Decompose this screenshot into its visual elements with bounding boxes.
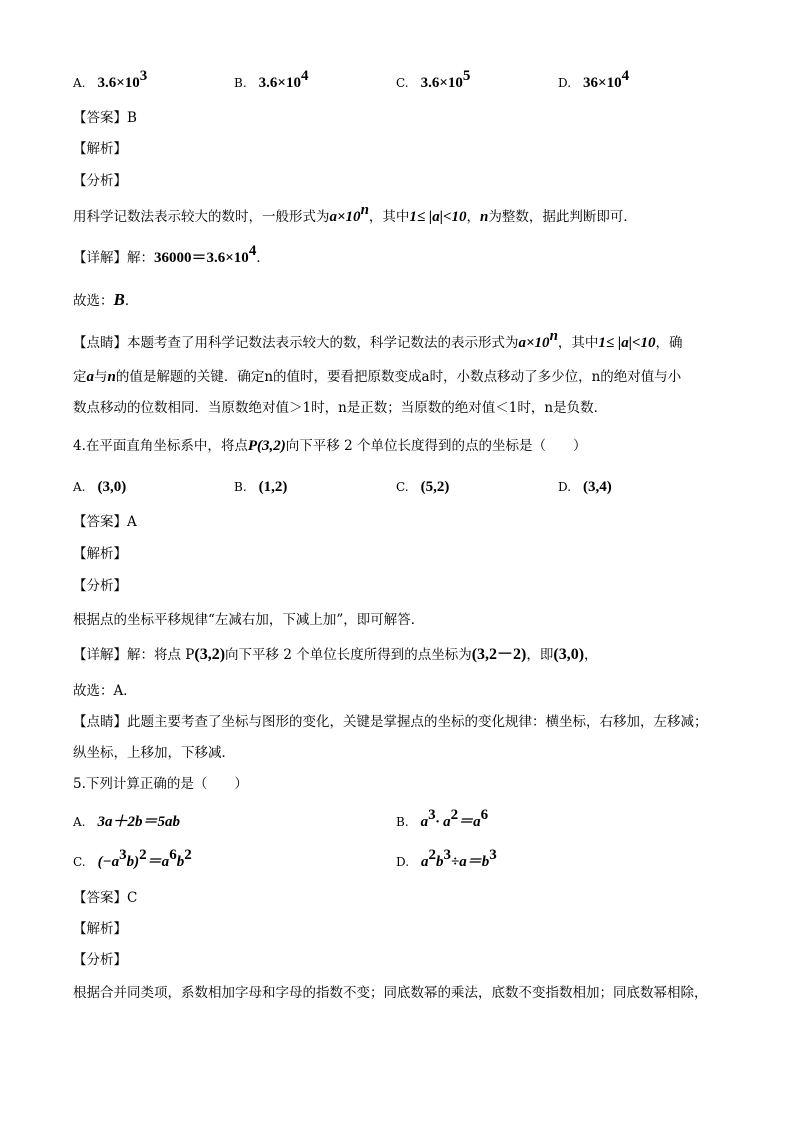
q3-dianjing-line1: 【点睛】本题考查了用科学记数法表示较大的数，科学记数法的表示形式为$a\times 10^n$，其中1≤ |a|<10，确 <box>73 328 683 351</box>
q3-option-d: D. $36\times 10^4$ <box>558 68 630 91</box>
q5-option-c: C. $(-a^3b)^2=a^6b^2$ <box>73 847 192 870</box>
q4-answer: 【答案】A <box>73 514 137 530</box>
q4-analysis: 根据点的坐标平移规律“左减右加，下减上加”，即可解答． <box>73 612 425 628</box>
q5-fenxi: 【分析】 <box>73 952 127 968</box>
q4-option-c: C. (5,2) <box>396 479 450 495</box>
q5-answer: 【答案】C <box>73 890 138 906</box>
q3-choose: 故选：B． <box>73 290 139 309</box>
q4-option-a: A. (3,0) <box>73 479 127 495</box>
q5-option-a: A. 3a＋2b＝5ab <box>73 814 180 830</box>
q5-analysis: 根据合并同类项，系数相加字母和字母的指数不变；同底数幂的乘法，底数不变指数相加；同底数幂相除， <box>73 985 708 1001</box>
q3-option-b: B. $3.6\times 10^4$ <box>234 68 309 91</box>
q5-jiexi: 【解析】 <box>73 921 127 937</box>
q3-jiexi: 【解析】 <box>73 141 127 157</box>
q4-option-d: D. (3,4) <box>558 479 612 495</box>
q3-dianjing-line3: 数点移动的位数相同．当原数绝对值＞1时，n是正数；当原数的绝对值＜1时，n是负数． <box>73 400 608 416</box>
q3-answer: 【答案】B <box>73 110 137 126</box>
q3-option-c: C. $3.6\times 10^5$ <box>396 68 471 91</box>
q4-dianjing-line2: 纵坐标，上移加，下移减． <box>73 745 235 761</box>
q4-dianjing-line1: 【点睛】此题主要考查了坐标与图形的变化，关键是掌握点的坐标的变化规律：横坐标，右移加，左移减； <box>73 714 708 730</box>
q4-jiexi: 【解析】 <box>73 546 127 562</box>
q3-detail: 【详解】解：$36000=3.6\times 10^4$． <box>73 243 270 266</box>
q4-option-b: B. (1,2) <box>234 479 288 495</box>
q3-dianjing-line2: 定a与n的值是解题的关键．确定n的值时，要看把原数变成a时，小数点移动了多少位，n的绝对值与小 <box>73 369 682 385</box>
q4-choose: 故选：A． <box>73 683 137 699</box>
q3-fenxi: 【分析】 <box>73 173 127 189</box>
q4-stem: 4.在平面直角坐标系中，将点P(3,2)向下平移 2 个单位长度得到的点的坐标是（ ） <box>73 438 587 454</box>
q4-detail: 【详解】解：将点 P(3,2)向下平移 2 个单位长度所得到的点坐标为(3,2－2)，即(3,0)， <box>73 646 598 663</box>
q4-fenxi: 【分析】 <box>73 578 127 594</box>
q3-analysis: 用科学记数法表示较大的数时，一般形式为$a\times 10^n$，其中1≤ |a|<10，n为整数，据此判断即可． <box>73 202 637 225</box>
q5-option-d: D. $a^2b^3\div a=b^3$ <box>396 847 497 870</box>
q5-stem: 5.下列计算正确的是（ ） <box>73 776 248 792</box>
q3-option-a: A. $3.6\times 10^3$ <box>73 68 148 91</box>
q5-option-b: B. $a^3\cdot a^2=a^6$ <box>396 807 489 830</box>
